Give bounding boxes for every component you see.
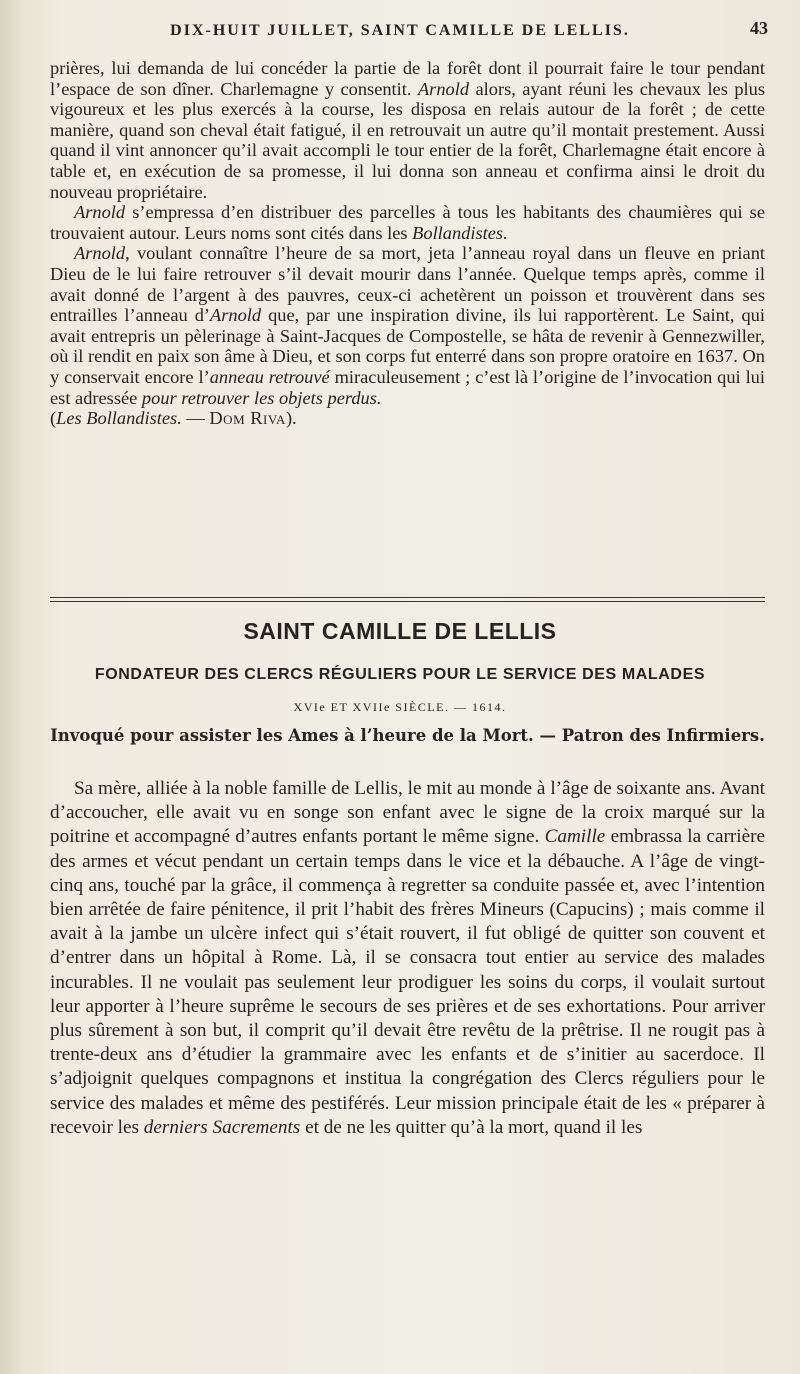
section-divider-top <box>50 597 765 598</box>
text-run: prières, lui demanda de lui concéder la partie de la forêt dont il pourrait faire le tour pendant l’espace de son dîner. Charlemagne y consentit. <box>50 58 765 99</box>
running-head: DIX-HUIT JUILLET, SAINT CAMILLE DE LELLIS. <box>170 22 630 39</box>
text-run: , voulant connaître l’heure de sa mort, jeta l’anneau royal dans un fleuve en priant Dieu de le lui faire retrouver s’il devait mourir dans l’année. Quelque temps après, comme il avait donné de l’argent à des pauvres, ceux-ci achetèrent un poisson et trouvèrent dans ses entrailles l’anneau d’ <box>50 243 765 326</box>
source-author: Dom Riva <box>209 408 286 429</box>
text-run: Sa mère, alliée à la noble famille de Lellis, le mit au monde à l’âge de soixante ans. Avant d’accoucher, elle avait vu en songe son enfant avec le signe de la croix marqué sur la poitrine et accompagné d’autres enfants portant le même signe. <box>50 778 765 848</box>
text-run: miraculeusement ; c’est là l’origine de l’invocation qui lui est adressée <box>50 366 765 408</box>
name-arnold: Arnold <box>417 78 470 99</box>
section-divider-bottom <box>50 601 765 602</box>
source-separator: — <box>181 408 210 429</box>
section-subtitle: FONDATEUR DES CLERCS RÉGULIERS POUR LE SERVICE DES MALADES <box>94 666 706 683</box>
text-run: embrassa la carrière des armes et vécut pendant un certain temps dans le vice et la débauche. A l’âge de vingt-cinq ans, touché par la grâce, il commença à regretter sa conduite passée et, avec l’intention bien arrêtée de faire pénitence, il prit l’habit des frères Mineurs (Capucins) ; mais comme il avait à la jambe un ulcère infect qui s’était rouvert, il fut obligé de quitter son couvent et d’entrer dans un hôpital à Rome. Là, il se consacra tout entier au service des malades incurables. Il ne voulait pas seulement leur prodiguer les soins du corps, il voulait surtout leur apporter à l’heure suprême le secours de ses prières et de ses exhortations. Pour arriver plus sûrement à son but, il comprit qu’il devait être revêtu de la prêtrise. Il ne rougit pas à trente-deux ans d’étudier la grammaire avec les enfants et de s’initier au sacerdoce. Il s’adjoignit quelques compagnons et institua la congrégation des Clercs réguliers pour le service des malades et même des pestiférés. Leur mission principale était de les « préparer à recevoir les <box>50 826 765 1138</box>
paragraph-arnold-1 <box>50 58 765 202</box>
text-run: que, par une inspiration divine, ils lui rapportèrent. Le Saint, qui avait entrepris un pèlerinage à Saint-Jacques de Compostelle, se hâta de revenir à Gennezwiller, où il rendit en paix son âme à Dieu, et son corps fut enterré dans son propre oratoire en 1637. On y conservait encore l’ <box>50 305 765 387</box>
invocation-line: Invoqué pour assister les Ames à l’heure de la Mort. — Patron des Infirmiers. <box>50 726 765 745</box>
text-run: alors, ayant réuni les chevaux les plus vigoureux et les plus exercés à la course, les disposa en relais autour de la forêt ; de cette manière, quand son cheval était fatigué, il en retrouvait un autre qu’il montait prestement. Aussi quand il vint annoncer qu’il avait accompli le tour entier de la forêt, Charlemagne était encore à table et, en exécution de sa promesse, il lui donna son anneau et confirma ainsi le droit du nouveau propriétaire. <box>50 78 765 202</box>
invocation-phrase: pour retrouver les objets perdus. <box>141 387 382 408</box>
name-arnold: Arnold <box>74 243 126 264</box>
section-dates: XVIe ET XVIIe SIÈCLE. — 1614. <box>293 700 507 714</box>
page-gutter-shadow <box>0 0 22 1374</box>
paragraph-arnold-3 <box>50 243 765 428</box>
section-title: SAINT CAMILLE DE LELLIS <box>243 618 557 644</box>
source-paren: ). <box>285 408 297 429</box>
name-camille: Camille <box>544 826 606 848</box>
source-paren: ( <box>50 408 57 429</box>
term-anneau-retrouve: anneau retrouvé <box>209 366 330 387</box>
paragraph-arnold-2 <box>50 202 765 243</box>
term-derniers-sacrements: derniers Sacrements <box>143 1116 301 1138</box>
text-run: et de ne les quitter qu’à la mort, quand il les <box>300 1116 643 1138</box>
name-arnold: Arnold <box>210 305 262 326</box>
camille-text-block <box>50 777 765 1140</box>
source-title: Les Bollandistes. <box>56 408 182 429</box>
paragraph-camille <box>50 777 765 1140</box>
name-arnold: Arnold <box>74 202 126 223</box>
citation-bollandistes: Bollandistes. <box>412 222 508 243</box>
text-run: s’empressa d’en distribuer des parcelles à tous les habitants des chaumières qui se trouvaient autour. Leurs noms sont cités dans les <box>50 202 765 243</box>
page-number: 43 <box>750 18 768 38</box>
arnold-text-block <box>50 58 765 429</box>
